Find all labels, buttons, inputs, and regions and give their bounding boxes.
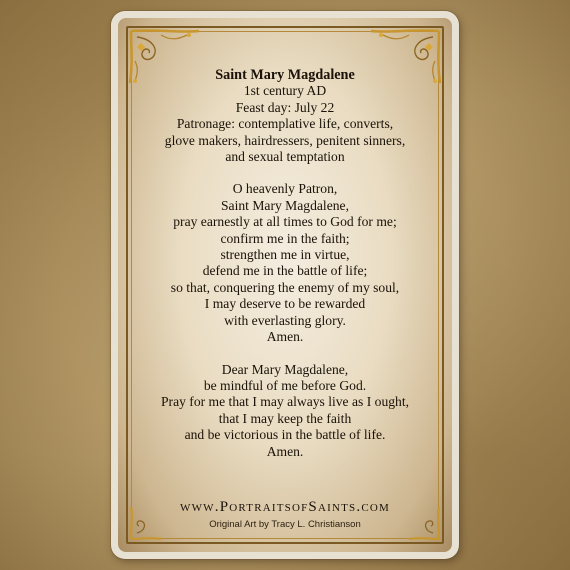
prayer-line: pray earnestly at all times to God for me; — [173, 214, 397, 230]
prayer-line: Saint Mary Magdalene, — [221, 197, 349, 213]
prayer-line: be mindful of me before God. — [203, 377, 367, 393]
header-line: 1st century AD — [243, 83, 327, 99]
prayer-card — [111, 11, 459, 559]
prayer-line: Pray for me that I may always live as I ought, — [160, 394, 410, 410]
header-line: Feast day: July 22 — [235, 99, 335, 115]
saint-title: Saint Mary Magdalene — [215, 67, 355, 83]
website-link[interactable]: www.PortraitsofSaints.com — [180, 499, 390, 515]
prayer-line: Dear Mary Magdalene, — [221, 361, 349, 377]
header-line: Patronage: contemplative life, converts, — [176, 116, 394, 132]
prayer-line: with everlasting glory. — [224, 312, 346, 328]
prayer-line: confirm me in the faith; — [220, 230, 350, 246]
prayer-line: that I may keep the faith — [218, 410, 352, 426]
prayer-line: so that, conquering the enemy of my soul, — [170, 279, 400, 295]
prayer-line: O heavenly Patron, — [232, 181, 338, 197]
prayer-line: strengthen me in virtue, — [220, 247, 350, 263]
header-line: and sexual temptation — [225, 149, 345, 165]
header-line: glove makers, hairdressers, penitent sinners, — [164, 132, 406, 148]
prayer-line: and be victorious in the battle of life. — [184, 427, 386, 443]
prayer-text — [111, 67, 459, 460]
artist-credit: Original Art by Tracy L. Christianson — [209, 519, 361, 530]
prayer-line: defend me in the battle of life; — [202, 263, 368, 279]
prayer-line: Amen. — [266, 443, 304, 459]
prayer-line: Amen. — [266, 329, 304, 345]
prayer-line: I may deserve to be rewarded — [204, 296, 366, 312]
